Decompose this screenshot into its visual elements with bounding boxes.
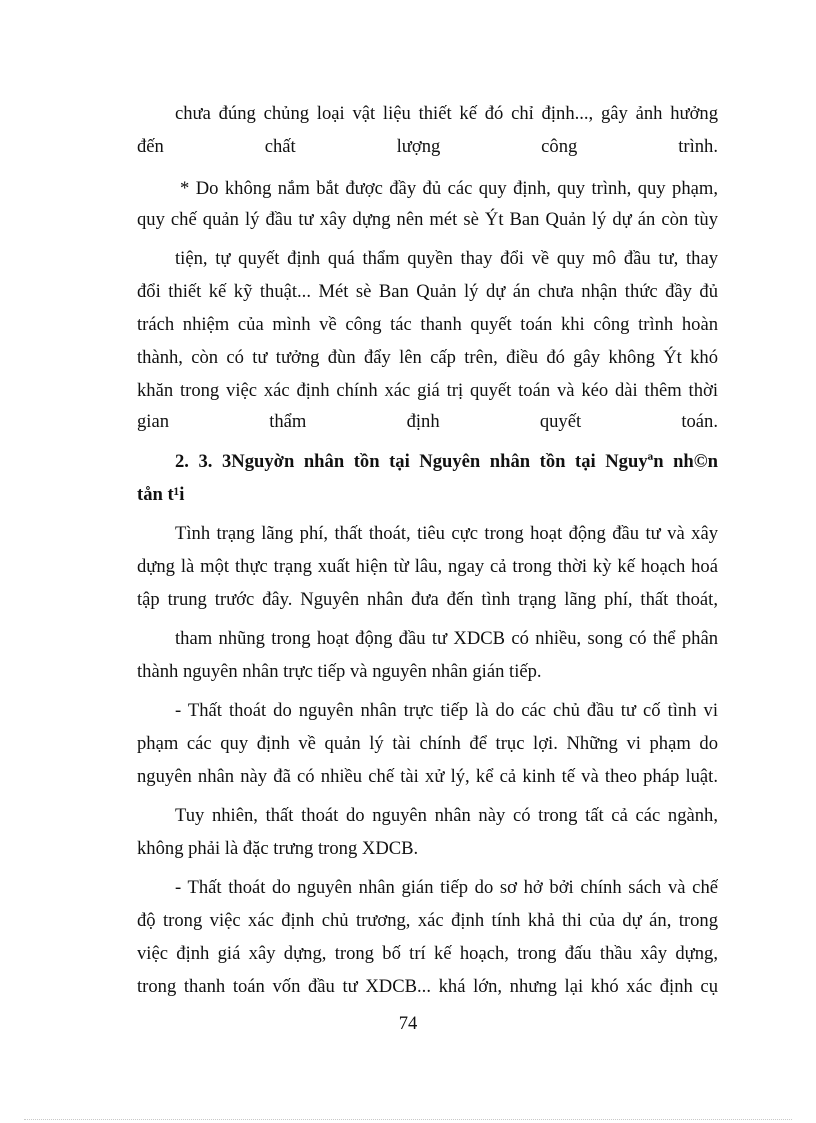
text-line: độ trong việc xác định chủ trương, xác định tính khả thi của dự án, trong [137,910,718,931]
text-line: * Do không nắm bắt được đầy đủ các quy định, quy trình, quy phạm, [180,178,718,199]
text-line: chưa đúng chủng loại vật liệu thiết kế đó chỉ định..., gây ảnh hưởng [175,103,718,124]
text-line: trách nhiệm của mình về công tác thanh quyết toán khi công trình hoàn [137,314,718,335]
text-line: Tuy nhiên, thất thoát do nguyên nhân này có trong tất cả các ngành, [175,805,718,826]
text-line: việc định giá xây dựng, trong bố trí kế hoạch, trong đấu thầu xây dựng, [137,943,718,964]
page-bottom-divider [24,1119,792,1120]
text-line: gian thẩm định quyết toán. [137,411,718,432]
text-line: tham nhũng trong hoạt động đầu tư XDCB có nhiều, song có thể phân [175,628,718,649]
text-line: tập trung trước đây. Nguyên nhân đưa đến tình trạng lãng phí, thất thoát, [137,589,718,610]
text-line: thành, còn có tư tưởng đùn đẩy lên cấp trên, điều đó gây không Ýt khó [137,347,718,368]
text-line: dựng là một thực trạng xuất hiện từ lâu, ngay cả trong thời kỳ kế hoạch hoá [137,556,718,577]
text-line: trong thanh toán vốn đầu tư XDCB... khá lớn, nhưng lại khó xác định cụ [137,976,718,997]
text-line: khăn trong việc xác định chính xác giá trị quyết toán và kéo dài thêm thời [137,380,718,401]
section-heading-continued: tån t¹i [137,484,185,505]
text-line: tiện, tự quyết định quá thẩm quyền thay đổi về quy mô đầu tư, thay [175,248,718,269]
text-line: đến chất lượng công trình. [137,136,718,157]
text-line: Tình trạng lãng phí, thất thoát, tiêu cực trong hoạt động đầu tư và xây [175,523,718,544]
text-line: nguyên nhân này đã có nhiều chế tài xử lý, kể cả kinh tế và theo pháp luật. [137,766,718,787]
text-line: - Thất thoát do nguyên nhân trực tiếp là do các chủ đầu tư cố tình vi [175,700,718,721]
section-heading: 2. 3. 3Nguyờn nhân tồn tại Nguyên nhân tồn tại Nguyªn nh©n [175,451,718,472]
text-line: đổi thiết kế kỹ thuật... Mét sè Ban Quản lý dự án chưa nhận thức đầy đủ [137,281,718,302]
text-line: quy chế quản lý đầu tư xây dựng nên mét sè Ýt Ban Quản lý dự án còn tùy [137,209,718,230]
text-line: không phải là đặc trưng trong XDCB. [137,838,419,859]
text-line: thành nguyên nhân trực tiếp và nguyên nhân gián tiếp. [137,661,542,682]
text-line: - Thất thoát do nguyên nhân gián tiếp do sơ hở bởi chính sách và chế [175,877,718,898]
text-line: phạm các quy định về quản lý tài chính để trục lợi. Những vi phạm do [137,733,718,754]
page-number: 74 [398,1013,418,1034]
